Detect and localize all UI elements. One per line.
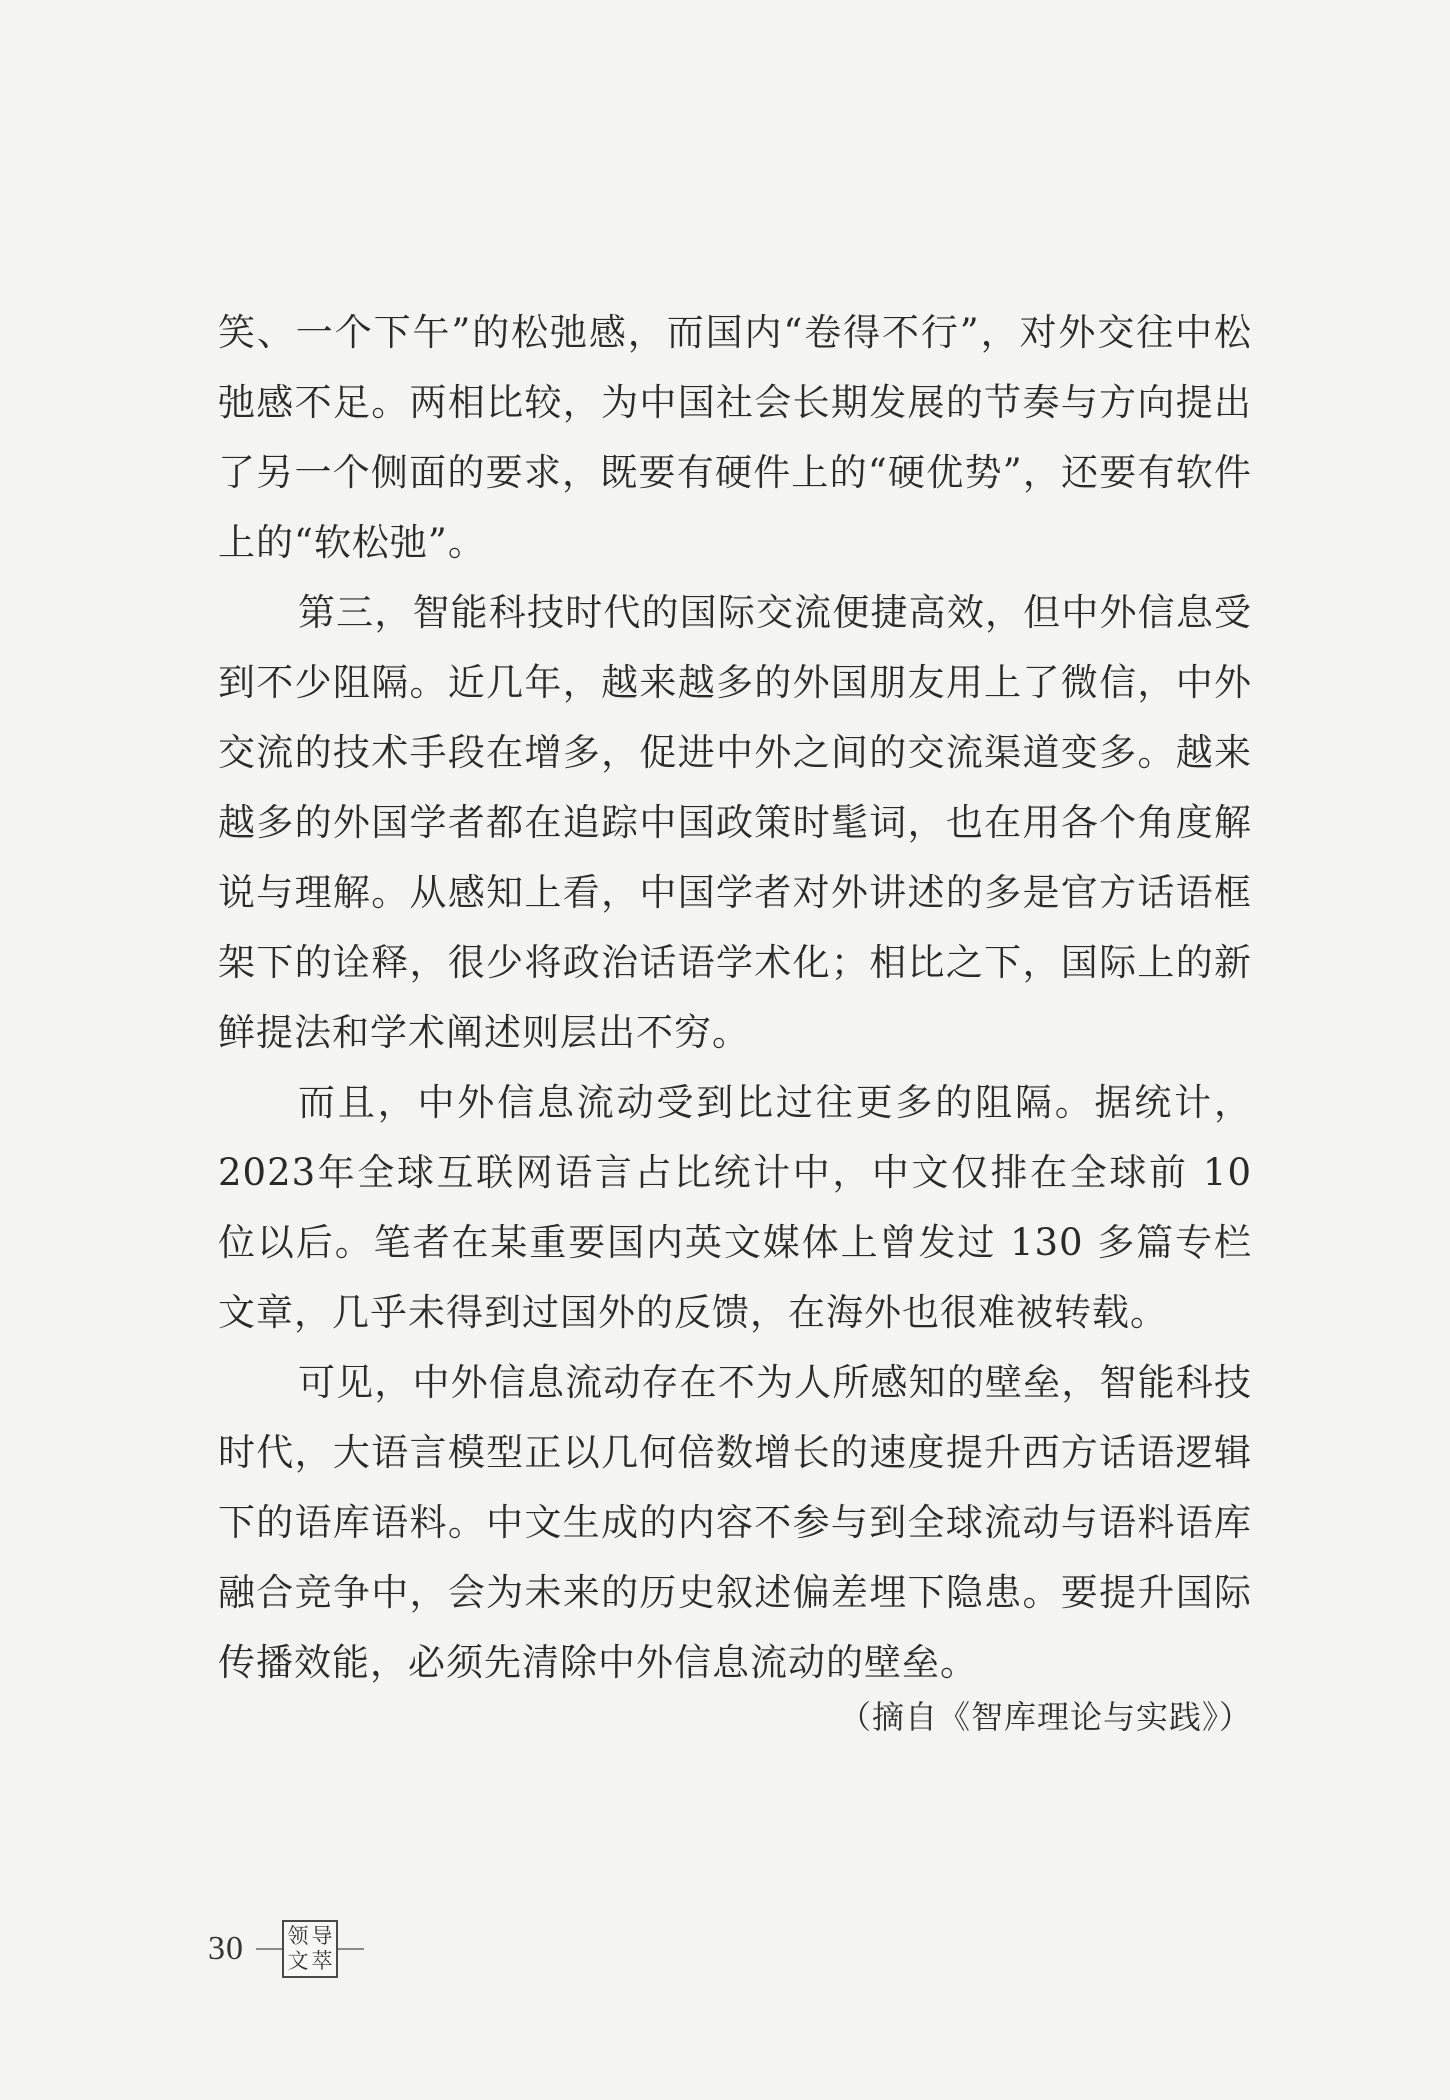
logo-char: 领	[287, 1924, 309, 1948]
article-body	[218, 298, 1252, 1698]
footer-rule-left	[256, 1948, 282, 1950]
logo-char: 文	[287, 1949, 309, 1973]
page-footer	[208, 1920, 364, 1978]
paragraph-third-point: 第三，智能科技时代的国际交流便捷高效，但中外信息受到不少阻隔。近几年，越来越多的外国朋友用上了微信，中外交流的技术手段在增多，促进中外之间的交流渠道变多。越来越多的外国学者都在追踪中国政策时髦词，也在用各个角度解说与理解。从感知上看，中国学者对外讲述的多是官方话语框架下的诠释，很少将政治话语学术化；相比之下，国际上的新鲜提法和学术阐述则层出不穷。	[218, 591, 1252, 1054]
footer-rule-right	[338, 1948, 364, 1950]
paragraph-conclusion: 可见，中外信息流动存在不为人所感知的壁垒，智能科技时代，大语言模型正以几何倍数增长的速度提升西方话语逻辑下的语库语料。中文生成的内容不参与到全球流动与语料语库融合竞争中，会为未来的历史叙述偏差埋下隐患。要提升国际传播效能，必须先清除中外信息流动的壁垒。	[218, 1361, 1252, 1684]
paragraph-continued: 笑、一个下午”的松弛感，而国内“卷得不行”，对外交往中松弛感不足。两相比较，为中国社会长期发展的节奏与方向提出了另一个侧面的要求，既要有硬件上的“硬优势”，还要有软件上的“软松弛”。	[218, 311, 1252, 564]
magazine-logo	[282, 1920, 338, 1978]
paragraph-statistics: 而且，中外信息流动受到比过往更多的阻隔。据统计，2023年全球互联网语言占比统计中，中文仅排在全球前 10 位以后。笔者在某重要国内英文媒体上曾发过 130 多篇专栏文章，几乎未得到过国外的反馈，在海外也很难被转载。	[218, 1081, 1252, 1334]
source-citation: （摘自《智库理论与实践》）	[838, 1698, 1252, 1736]
logo-char: 导	[311, 1924, 333, 1948]
page-number: 30	[208, 1930, 244, 1967]
logo-char: 萃	[311, 1949, 333, 1973]
